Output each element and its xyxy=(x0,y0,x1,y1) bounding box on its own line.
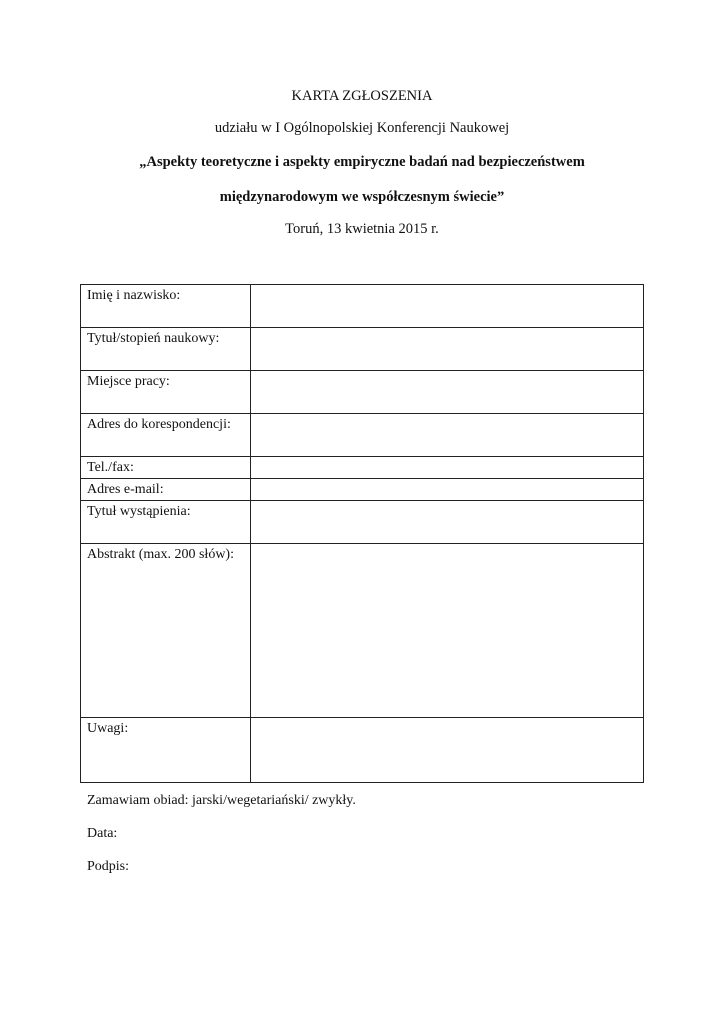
form-title: KARTA ZGŁOSZENIA xyxy=(291,88,433,104)
registration-form-table xyxy=(80,284,644,783)
form-label-workplace: Miejsce pracy: xyxy=(81,371,251,414)
form-field-talk-title[interactable] xyxy=(251,501,644,544)
form-row-abstract xyxy=(81,544,644,718)
form-subtitle: udziału w I Ogólnopolskiej Konferencji Naukowej xyxy=(214,120,510,136)
form-label-name: Imię i nazwisko: xyxy=(81,285,251,328)
lunch-order-text: Zamawiam obiad: jarski/wegetariański/ zwykły. xyxy=(87,793,356,808)
form-row-address xyxy=(81,414,644,457)
form-row-name xyxy=(81,285,644,328)
form-row-degree xyxy=(81,328,644,371)
form-label-phone: Tel./fax: xyxy=(81,457,251,479)
conference-name-line-1: „Aspekty teoretyczne i aspekty empiryczne badań nad bezpieczeństwem xyxy=(139,154,585,170)
form-label-abstract: Abstrakt (max. 200 słów): xyxy=(81,544,251,718)
form-field-name[interactable] xyxy=(251,285,644,328)
conference-name-line-2: międzynarodowym we współczesnym świecie” xyxy=(219,189,505,205)
form-row-workplace xyxy=(81,371,644,414)
form-label-email: Adres e-mail: xyxy=(81,479,251,501)
form-row-talk-title xyxy=(81,501,644,544)
form-label-address: Adres do korespondencji: xyxy=(81,414,251,457)
date-label: Data: xyxy=(87,826,118,841)
form-label-degree: Tytuł/stopień naukowy: xyxy=(81,328,251,371)
form-row-email xyxy=(81,479,644,501)
form-field-address[interactable] xyxy=(251,414,644,457)
form-field-workplace[interactable] xyxy=(251,371,644,414)
form-field-notes[interactable] xyxy=(251,718,644,783)
form-field-email[interactable] xyxy=(251,479,644,501)
place-and-date: Toruń, 13 kwietnia 2015 r. xyxy=(285,221,439,237)
form-field-abstract[interactable] xyxy=(251,544,644,718)
form-row-phone xyxy=(81,457,644,479)
form-row-notes xyxy=(81,718,644,783)
form-label-talk-title: Tytuł wystąpienia: xyxy=(81,501,251,544)
form-field-phone[interactable] xyxy=(251,457,644,479)
signature-label: Podpis: xyxy=(87,859,130,874)
form-field-degree[interactable] xyxy=(251,328,644,371)
form-label-notes: Uwagi: xyxy=(81,718,251,783)
